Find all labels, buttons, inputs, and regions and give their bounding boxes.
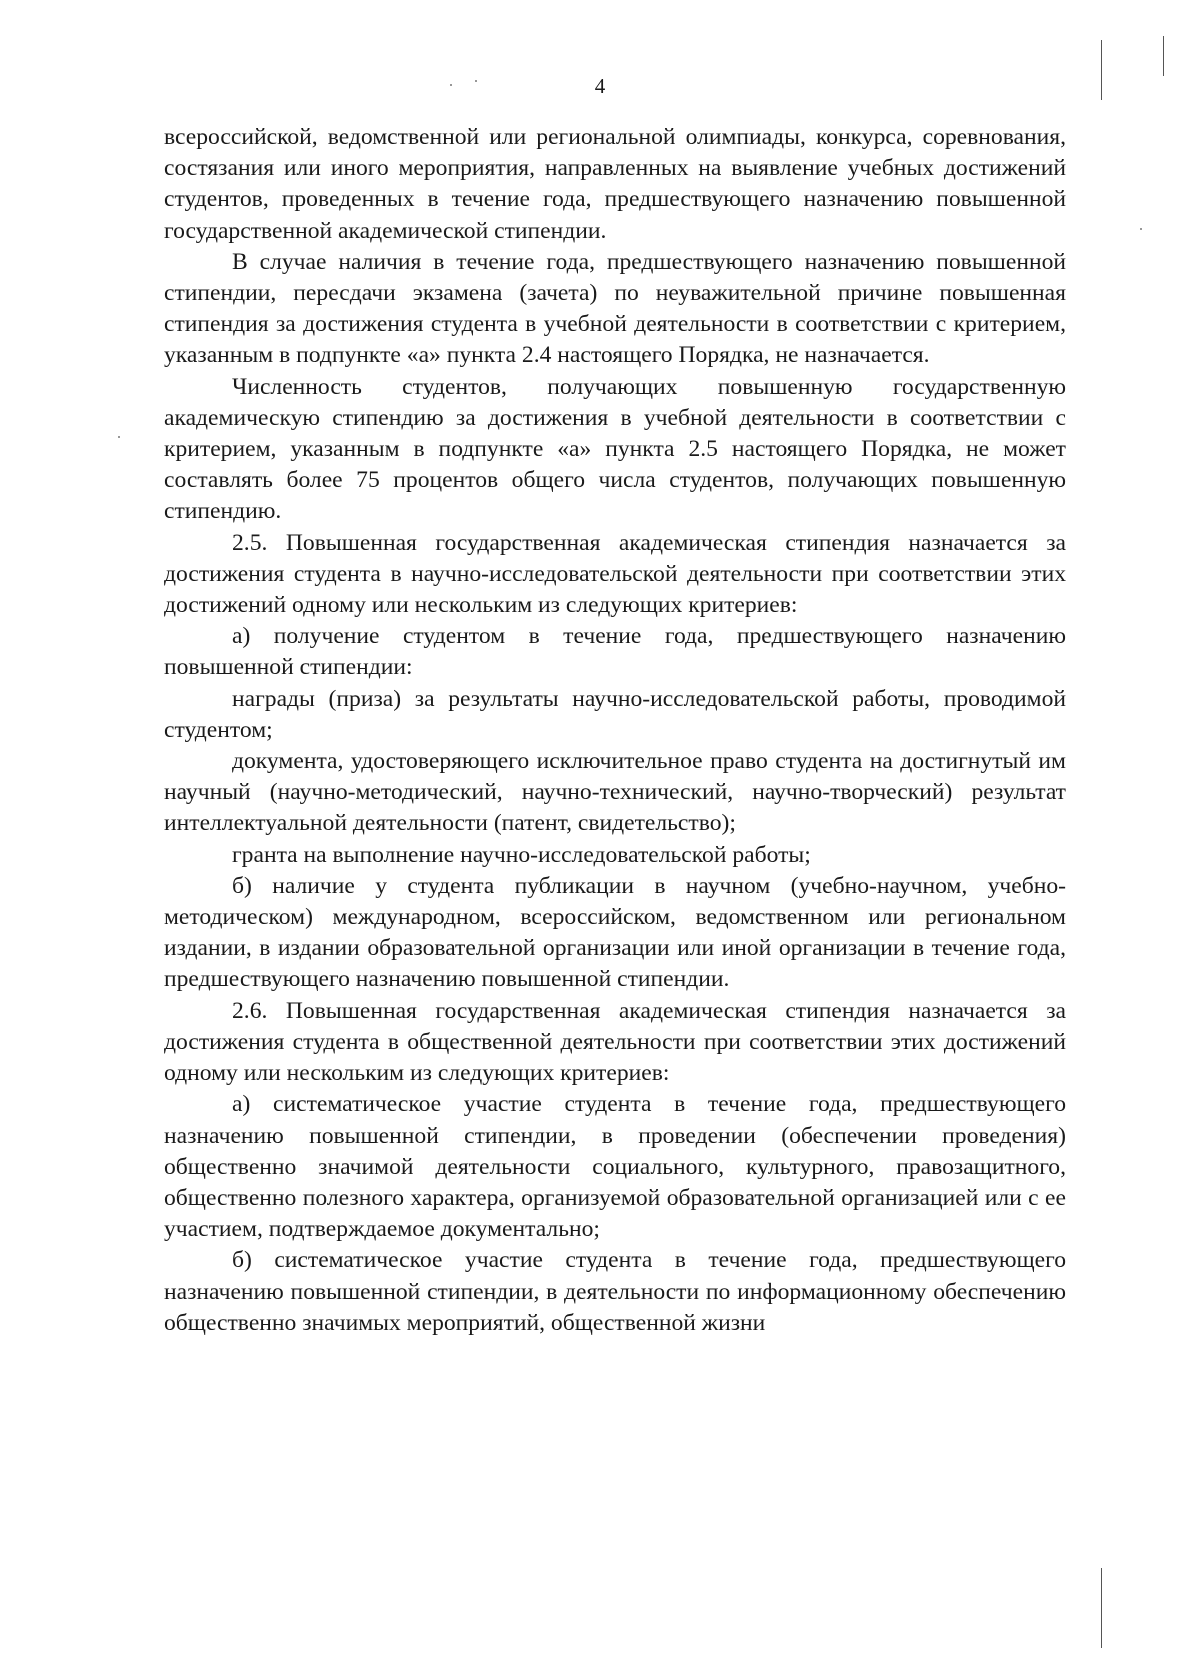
paragraph-2-5-heading: 2.5. Повышенная государственная академическая стипендия назначается за достижения студента в научно-исследовательской деятельности при соответствии этих достижений одному или нескольким из следующих критериев: <box>164 529 1066 619</box>
paragraph-2-6-a: а) систематическое участие студента в течение года, предшествующего назначению повышенной стипендии, в проведении (обеспечении проведения) общественно значимой деятельности социального, культурного, правозащитного, общественно полезного характера, организуемой образовательной организацией или с ее участием, подтверждаемое документально; <box>164 1091 1066 1243</box>
paragraph-2-6-b: б) систематическое участие студента в течение года, предшествующего назначению повышенной стипендии, в деятельности по информационному обеспечению общественно значимых мероприятий, общественной жизни <box>164 1247 1066 1336</box>
scan-edge-line <box>1163 36 1164 76</box>
scan-speck <box>118 436 120 438</box>
paragraph-2-6-heading: 2.6. Повышенная государственная академическая стипендия назначается за достижения студента в общественной деятельности при соответствии этих достижений одному или нескольким из следующих критериев: <box>164 997 1066 1087</box>
document-body <box>164 122 1066 1339</box>
page-number: 4 <box>594 74 606 98</box>
scan-speck <box>1140 228 1142 230</box>
paragraph-award: награды (приза) за результаты научно-исследовательской работы, проводимой студентом; <box>164 685 1066 743</box>
paragraph-2-5-a: а) получение студентом в течение года, предшествующего назначению повышенной стипендии: <box>164 623 1066 681</box>
paragraph-retake-exam: В случае наличия в течение года, предшествующего назначению повышенной стипендии, пересдачи экзамена (зачета) по неуважительной причине повышенная стипендия за достижения студента в учебной деятельности в соответствии с критерием, указанным в подпункте «а» пункта 2.4 настоящего Порядка, не назначается. <box>164 248 1066 369</box>
scan-edge-line <box>1101 1568 1102 1648</box>
paragraph-exclusive-right-document: документа, удостоверяющего исключительное право студента на достигнутый им научный (научно-методический, научно-технический, научно-творческий) результат интеллектуальной деятельности (патент, свидетельство); <box>164 748 1066 837</box>
paragraph-student-limit: Численность студентов, получающих повышенную государственную академическую стипендию за достижения в учебной деятельности в соответствии с критерием, указанным в подпункте «а» пункта 2.5 настоящего Порядка, не может составлять более 75 процентов общего числа студентов, получающих повышенную стипендию. <box>164 373 1066 525</box>
paragraph-olympiad-continuation: всероссийской, ведомственной или региональной олимпиады, конкурса, соревнования, состязания или иного мероприятия, направленных на выявление учебных достижений студентов, проведенных в течение года, предшествующего назначению повышенной государственной академической стипендии. <box>164 124 1066 244</box>
paragraph-grant: гранта на выполнение научно-исследовательской работы; <box>232 841 811 868</box>
paragraph-2-5-b: б) наличие у студента публикации в научном (учебно-научном, учебно-методическом) международном, всероссийском, ведомственном или региональном издании, в издании образовательной организации или иной организации в течение года, предшествующего назначению повышенной стипендии. <box>164 872 1066 993</box>
